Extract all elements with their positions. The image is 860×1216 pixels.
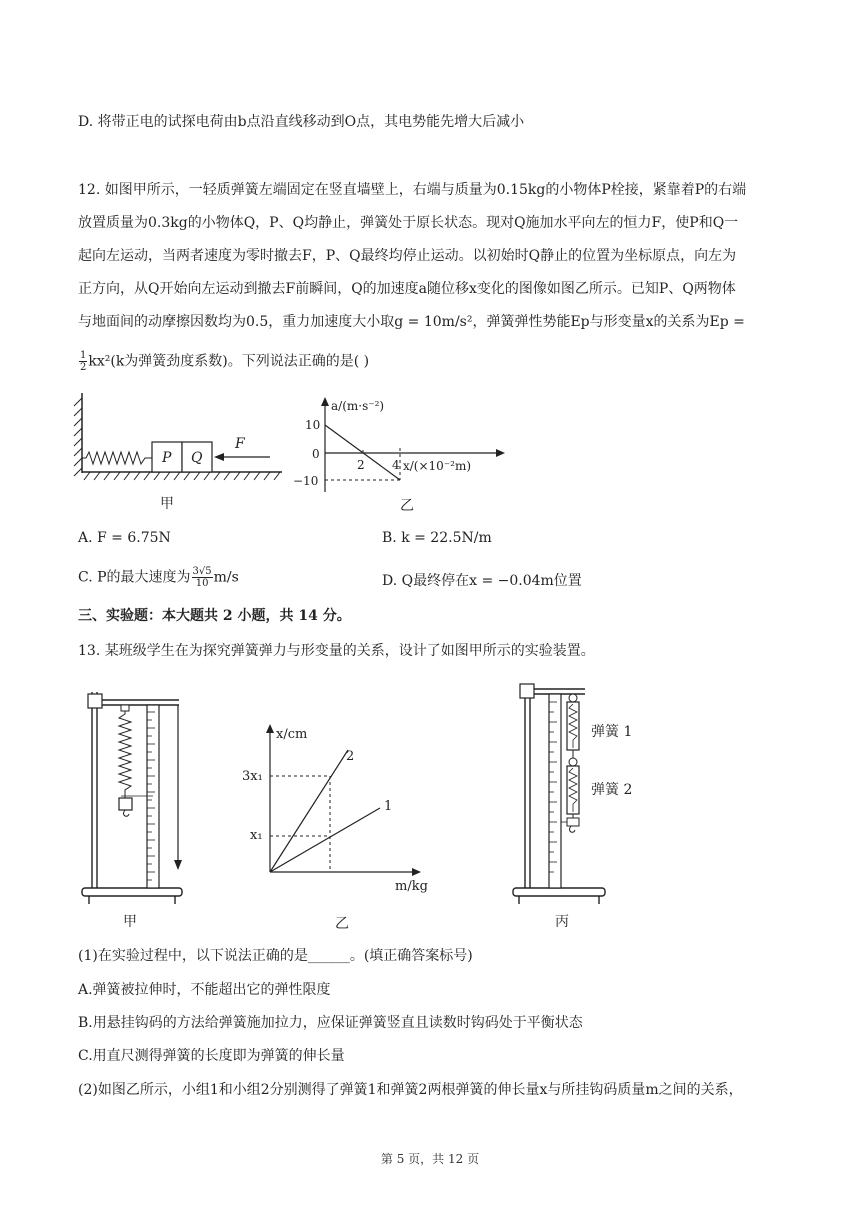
q12-option-c: [78, 566, 239, 589]
yi-ylabel: a/(m·s⁻²): [331, 399, 385, 413]
arrow-left-icon: [214, 453, 224, 461]
q12-option-a: A. F = 6.75N: [78, 530, 171, 546]
label-q: Q: [191, 450, 203, 466]
label-f: F: [235, 436, 245, 452]
tick-x1: x₁: [250, 828, 263, 843]
q13-figure-bing: [505, 672, 655, 934]
caption-13-jia: 甲: [123, 914, 137, 930]
spring-icon: [82, 452, 152, 464]
q12-figure-jia: [70, 388, 290, 518]
spring-2-label: 弹簧 2: [591, 782, 633, 798]
q12-line-2: 放置质量为0.3kg的小物体Q，P、Q均静止，弹簧处于原长状态。现对Q施加水平向左的恒力F，使P和Q一: [78, 215, 739, 231]
option-d-previous: D. 将带正电的试探电荷由b点沿直线移动到O点，其电势能先增大后减小: [78, 114, 525, 130]
caption-13-bing: 丙: [555, 914, 569, 930]
arrow-down-icon: [174, 860, 182, 870]
weight-icon: [567, 818, 579, 826]
spring-1-label: 弹簧 1: [591, 724, 633, 740]
q13-option-c: C.用直尺测得弹簧的长度即为弹簧的伸长量: [78, 1048, 345, 1064]
option-c-post: m/s: [213, 569, 239, 586]
q12-line-4: 正方向，从Q开始向左运动到撤去F前瞬间，Q的加速度a随位移x变化的图像如图乙所示。已知P、Q两物体: [78, 281, 736, 297]
caption-jia: 甲: [160, 496, 174, 512]
label-p: P: [162, 450, 172, 466]
yi13-xlabel: m/kg: [395, 879, 428, 894]
half-fraction: $\frac{1}{2}$: [80, 350, 87, 373]
q12-line-5: 与地面间的动摩擦因数均为0.5，重力加速度大小取g = 10m/s²，弹簧弹性势能Ep与形变量x的关系为Ep =: [78, 314, 745, 330]
yi-xlabel: x/(×10⁻²m): [403, 459, 472, 473]
option-c-pre: C. P的最大速度为: [78, 569, 191, 586]
line-2-label: 2: [346, 749, 355, 764]
tick-10: 10: [305, 418, 321, 432]
q12-line-1: 12. 如图甲所示，一轻质弹簧左端固定在竖直墙壁上，右端与质量为0.15kg的小物体P栓接，紧靠着P的右端: [78, 182, 747, 198]
q13-figure-yi: [240, 716, 470, 936]
spring-icon: [119, 711, 131, 798]
q12-option-d: D. Q最终停在x = −0.04m位置: [382, 573, 582, 589]
yi13-ylabel: x/cm: [276, 727, 308, 742]
q12-line-6: [78, 350, 369, 373]
q12-line-3: 起向左运动，当两者速度为零时撤去F，P、Q最终均停止运动。以初始时Q静止的位置为坐标原点，向左为: [78, 248, 737, 264]
line-1-label: 1: [384, 799, 393, 814]
line-1: [270, 808, 380, 872]
section-3-heading: 三、实验题：本大题共 2 小题，共 14 分。: [78, 608, 351, 624]
weight-icon: [119, 798, 132, 810]
q13-figure-jia: [75, 672, 195, 934]
tick-2: 2: [357, 458, 365, 472]
page-footer: 第 5 页，共 12 页: [380, 1152, 480, 1166]
line-2: [270, 750, 348, 872]
q13-option-a: A.弹簧被拉伸时，不能超出它的弹性限度: [78, 982, 331, 998]
option-c-den: 10: [195, 578, 209, 589]
q13-line-1: 13. 某班级学生在为探究弹簧弹力与形变量的关系，设计了如图甲所示的实验装置。: [78, 643, 595, 659]
option-c-num: 3√5: [192, 566, 212, 577]
tick-m10: −10: [293, 474, 319, 488]
q13-part-2: (2)如图乙所示，小组1和小组2分别测得了弹簧1和弹簧2两根弹簧的伸长量x与所挂钩码质量m之间的关系，: [78, 1082, 743, 1098]
option-c-fraction: [192, 566, 213, 589]
tick-4: 4: [392, 458, 400, 472]
q13-part-1: (1)在实验过程中，以下说法正确的是______。(填正确答案标号): [78, 948, 473, 964]
q12-option-b: B. k = 22.5N/m: [382, 530, 492, 546]
q13-option-b: B.用悬挂钩码的方法给弹簧施加拉力，应保证弹簧竖直且读数时钩码处于平衡状态: [78, 1015, 583, 1031]
q12-figure-yi: [285, 392, 525, 520]
tick-0: 0: [312, 447, 320, 461]
caption-13-yi: 乙: [335, 916, 349, 932]
q12-line-6-tail: kx²(k为弹簧劲度系数)。下列说法正确的是( ): [88, 353, 370, 370]
tick-3x1: 3x₁: [242, 769, 263, 784]
caption-yi: 乙: [400, 498, 414, 514]
